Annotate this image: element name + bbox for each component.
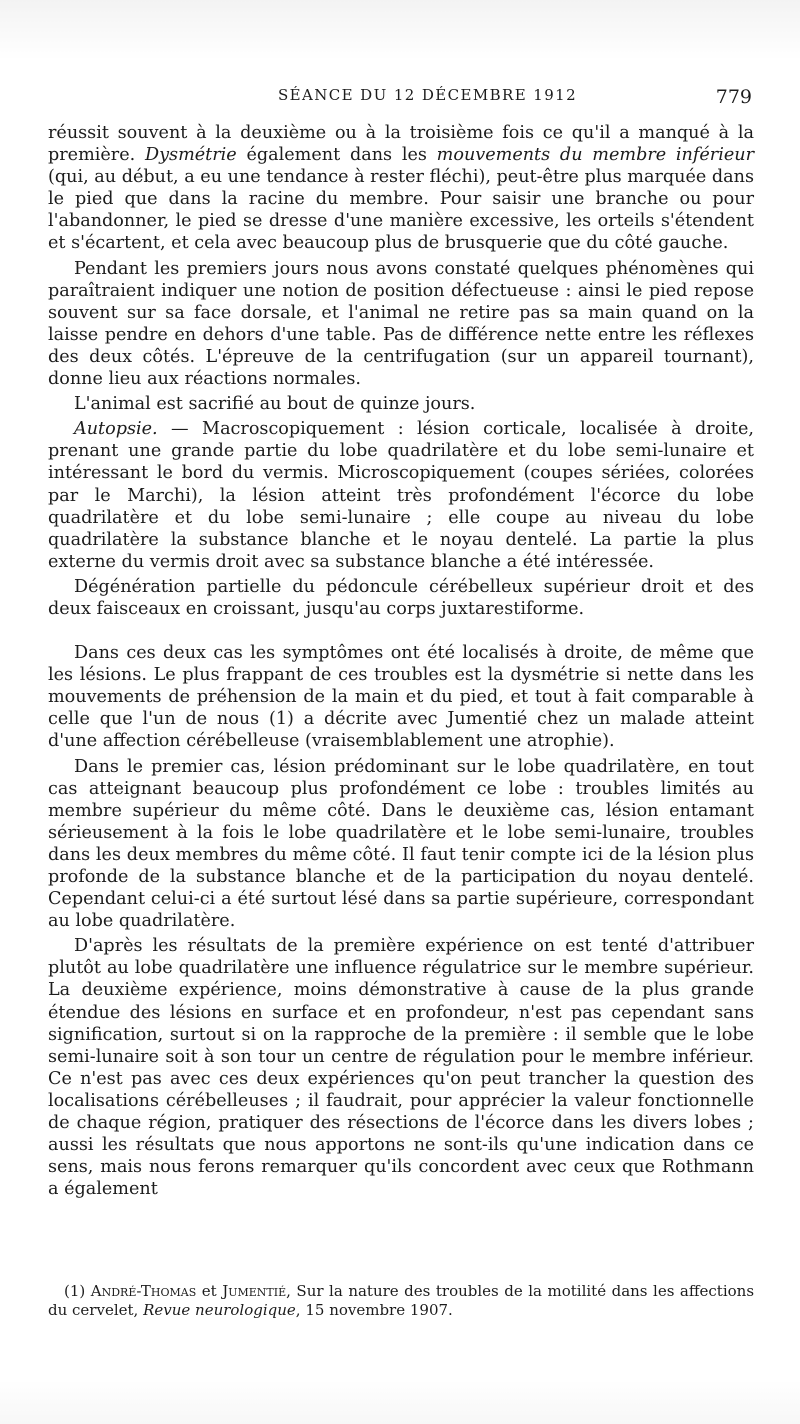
text-run: Pendant les premiers jours nous avons constaté quelques phénomènes qui paraîtraient indiquer une notion de position défectueuse : ainsi le pied repose souvent sur sa face dorsale, et l'animal ne retire pas sa main quand on la laisse pendre en dehors d'une table. Pas de différence nette entre les réflexes des deux côtés. L'épreuve de la centrifugation (sur un appareil tournant), donne lieu aux réactions normales. (48, 258, 754, 390)
text-run: , Sur la nature des troubles de la motilité dans les affections du cervelet, (48, 1282, 755, 1319)
text-run: (qui, au début, a eu une tendance à rester fléchi), peut-être plus marquée dans le pied que dans la racine du membre. Pour saisir une branche ou pour l'abandonner, le pied se dresse d'une manière excessive, les orteils s'étendent et s'écartent, et cela avec beaucoup plus de brusquerie que du côté gauche. (48, 167, 754, 254)
footnote-author: André-Thomas (90, 1282, 197, 1300)
footnote-journal: Revue neurologique (143, 1301, 296, 1319)
paragraph (48, 258, 754, 391)
body-text (48, 122, 754, 1200)
paragraph (48, 756, 754, 933)
text-run: D'après les résultats de la première expérience on est tenté d'attribuer plutôt au lobe quadrilatère une influence régulatrice sur le membre supérieur. La deuxième expérience, moins démonstrative à cause de la plus grande étendue des lésions en surface et en profondeur, n'est pas cependant sans signification, surtout si on la rapproche de la première : il semble que le lobe semi-lunaire soit à son tour un centre de régulation pour le membre inférieur. Ce n'est pas avec ces deux expériences qu'on peut trancher la question des localisations cérébelleuses ; il faudrait, pour apprécier la valeur fonctionnelle de chaque région, pratiquer des résections de l'écorce dans les divers lobes ; aussi les résultats que nous apportons ne sont-ils qu'une indication dans ce sens, mais nous ferons remarquer qu'ils concordent avec ceux que Rothmann a également (48, 936, 754, 1200)
page-header (48, 86, 756, 116)
text-run: et (196, 1282, 223, 1300)
paragraph-autopsy (48, 418, 754, 573)
text-run-italic: Dysmétrie (145, 145, 237, 166)
paragraph (48, 393, 754, 415)
text-run: , 15 novembre 1907. (295, 1301, 453, 1319)
paragraph (48, 935, 754, 1200)
text-run: Dans le premier cas, lésion prédominant sur le lobe quadrilatère, en tout cas atteignant beaucoup plus profondément ce lobe : troubles limités au membre supérieur du même côté. Dans le deuxième cas, lésion entamant sérieusement à la fois le lobe quadrilatère et le lobe semi-lunaire, troubles dans les deux membres du même côté. Il faut tenir compte ici de la lésion plus profonde de la substance blanche et de la participation du noyau dentelé. Cependant celui-ci a été surtout lésé dans sa partie supérieure, correspondant au lobe quadrilatère. (48, 756, 754, 932)
footnotes (48, 1282, 754, 1320)
text-run: Dans ces deux cas les symptômes ont été localisés à droite, de même que les lésions. Le plus frappant de ces troubles est la dysmétrie si nette dans les mouvements de préhension de la main et du pied, et tout à fait comparable à celle que l'un de nous (1) a décrite avec Jumentié chez un malade atteint d'une affection cérébelleuse (vraisemblablement une atrophie). (48, 643, 754, 752)
paragraph (48, 576, 754, 620)
paragraph-continued (48, 122, 754, 255)
text-run: réussit souvent à la deuxième ou à la troisième fois ce qu'il a manqué à la première. (48, 123, 754, 166)
footnote-marker: (1) (64, 1282, 91, 1300)
paragraph (48, 642, 754, 752)
text-run: L'animal est sacrifié au bout de quinze jours. (74, 394, 476, 415)
text-run: — Macroscopiquement : lésion corticale, localisée à droite, prenant une grande partie du lobe quadrilatère et du lobe semi-lunaire et intéressant le bord du vermis. Microscopiquement (coupes sériées, colorées par le Marchi), la lésion atteint très profondément l'écorce du lobe quadrilatère et du lobe semi-lunaire ; elle coupe au niveau du lobe quadrilatère la substance blanche et le noyau dentelé. La partie la plus externe du vermis droit avec sa substance blanche a été intéressée. (48, 419, 754, 572)
footnote (48, 1282, 754, 1320)
page-number: 779 (715, 86, 752, 108)
text-run: Dégénération partielle du pédoncule cérébelleux supérieur droit et des deux faisceaux en croissant, jusqu'au corps juxtarestiforme. (48, 576, 754, 619)
text-run-italic: Autopsie. (74, 419, 158, 440)
text-run: également dans les (236, 145, 437, 166)
footnote-author: Jumentié (222, 1282, 287, 1300)
running-head: SÉANCE DU 12 DÉCEMBRE 1912 (278, 86, 578, 104)
text-run-italic: mouvements du membre inférieur (436, 145, 754, 166)
